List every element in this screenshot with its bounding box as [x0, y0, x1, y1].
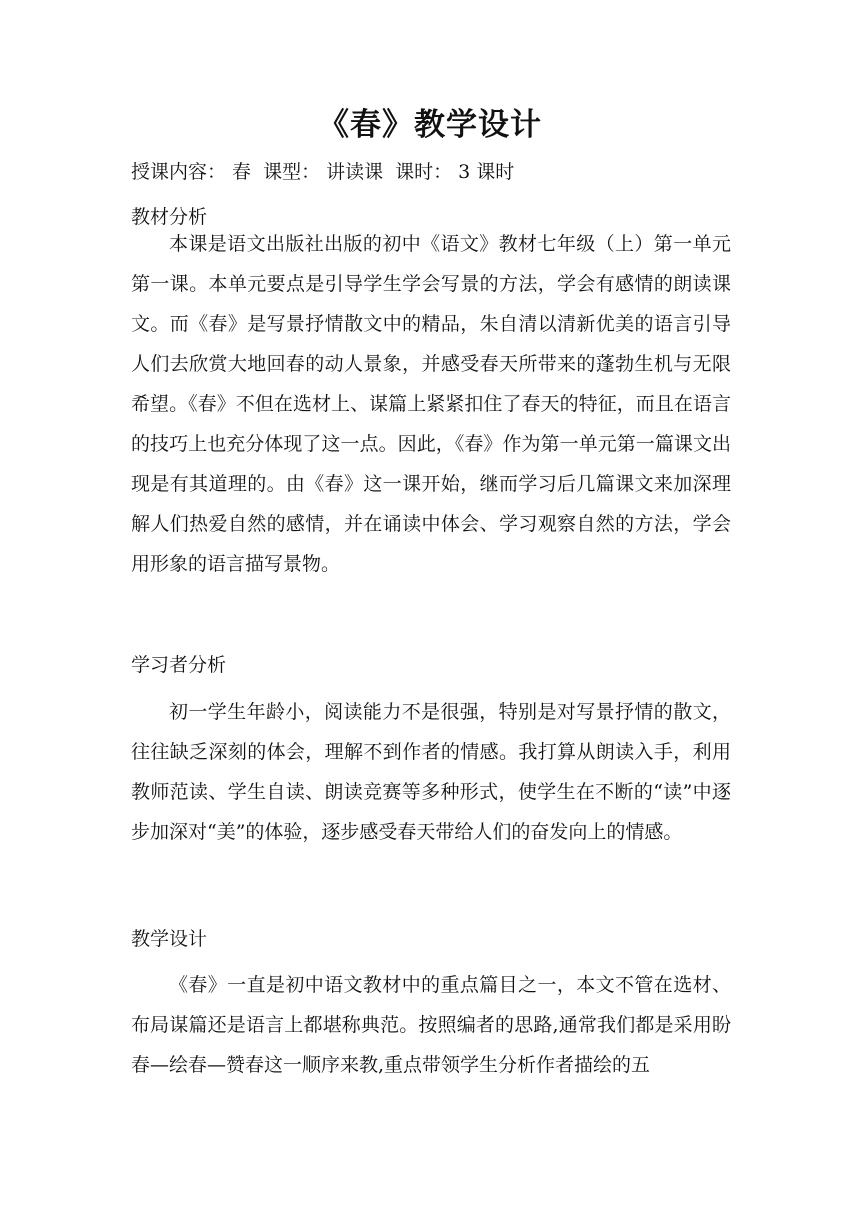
section-paragraph-material-analysis: 本课是语文出版社出版的初中《语文》教材七年级（上）第一单元第一课。本单元要点是引导学生学会写景的方法，学会有感情的朗读课文。而《春》是写景抒情散文中的精品，朱自清以清新优美的语言引导人们去欣赏大地回春的动人景象，并感受春天所带来的蓬勃生机与无限希望。《春》不但在选材上、谋篇上紧紧扣住了春天的特征，而且在语言的技巧上也充分体现了这一点。因此，《春》作为第一单元第一篇课文出现是有其道理的。由《春》这一课开始，继而学习后几篇课文来加深理解人们热爱自然的感情，并在诵读中体会、学习观察自然的方法，学会用形象的语言描写景物。 — [131, 233, 731, 575]
section-heading-teaching-design: 教学设计 — [131, 928, 208, 950]
document-title: 《春》教学设计 — [318, 107, 542, 143]
meta-type-value: 讲读课 — [326, 161, 384, 183]
section-heading-material-analysis: 教材分析 — [131, 206, 208, 228]
meta-content-value: 春 — [232, 161, 252, 183]
meta-hours-label: 课时： — [395, 161, 453, 183]
meta-type-label: 课型： — [263, 161, 321, 183]
lesson-meta — [131, 157, 731, 187]
meta-content-label: 授课内容： — [131, 161, 227, 183]
section-paragraph-learner-analysis: 初一学生年龄小，阅读能力不是很强，特别是对写景抒情的散文，往往缺乏深刻的体会，理解不到作者的情感。我打算从朗读入手，利用教师范读、学生自读、朗读竞赛等多种形式，使学生在不断的“读”中逐步加深对“美”的体验，逐步感受春天带给人们的奋发向上的情感。 — [131, 701, 731, 843]
meta-hours-value: 3 课时 — [458, 161, 515, 183]
section-heading-learner-analysis: 学习者分析 — [131, 654, 227, 676]
section-paragraph-teaching-design: 《春》一直是初中语文教材中的重点篇目之一，本文不管在选材、布局谋篇还是语言上都堪称典范。按照编者的思路,通常我们都是采用盼春—绘春—赞春这一顺序来教,重点带领学生分析作者描绘的五 — [131, 974, 731, 1076]
